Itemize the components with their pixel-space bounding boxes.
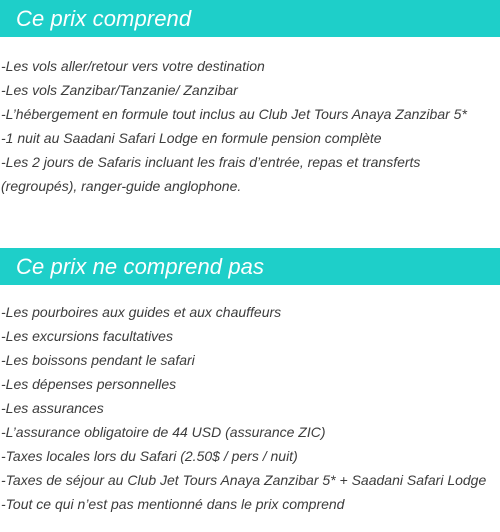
excluded-item: -Les dépenses personnelles xyxy=(1,376,177,392)
excluded-item: -Les excursions facultatives xyxy=(1,328,173,344)
excluded-item: -Taxes locales lors du Safari (2.50$ / pers / nuit) xyxy=(1,448,298,464)
included-item: -L’hébergement en formule tout inclus au Club Jet Tours Anaya Zanzibar 5* xyxy=(1,106,467,122)
included-item: -Les vols aller/retour vers votre destination xyxy=(1,58,265,74)
included-section-header xyxy=(0,0,500,37)
excluded-item: -L’assurance obligatoire de 44 USD (assurance ZIC) xyxy=(1,424,326,440)
included-item: -Les vols Zanzibar/Tanzanie/ Zanzibar xyxy=(1,82,238,98)
included-items-list xyxy=(1,54,500,198)
excluded-item: -Les boissons pendant le safari xyxy=(1,352,195,368)
excluded-section-title: Ce prix ne comprend pas xyxy=(16,253,265,279)
excluded-item: -Taxes de séjour au Club Jet Tours Anaya Zanzibar 5* + Saadani Safari Lodge xyxy=(1,472,487,488)
included-item: -Les 2 jours de Safaris incluant les frais d’entrée, repas et transferts (regroupés), ranger-guide anglophone. xyxy=(1,154,421,194)
included-item: -1 nuit au Saadani Safari Lodge en formule pension complète xyxy=(1,130,382,146)
excluded-item: -Tout ce qui n’est pas mentionné dans le prix comprend xyxy=(1,496,345,512)
excluded-items-list xyxy=(1,300,500,516)
excluded-section-header xyxy=(0,248,500,285)
excluded-item: -Les assurances xyxy=(1,400,104,416)
excluded-item: -Les pourboires aux guides et aux chauffeurs xyxy=(1,304,282,320)
included-section-title: Ce prix comprend xyxy=(16,5,192,31)
